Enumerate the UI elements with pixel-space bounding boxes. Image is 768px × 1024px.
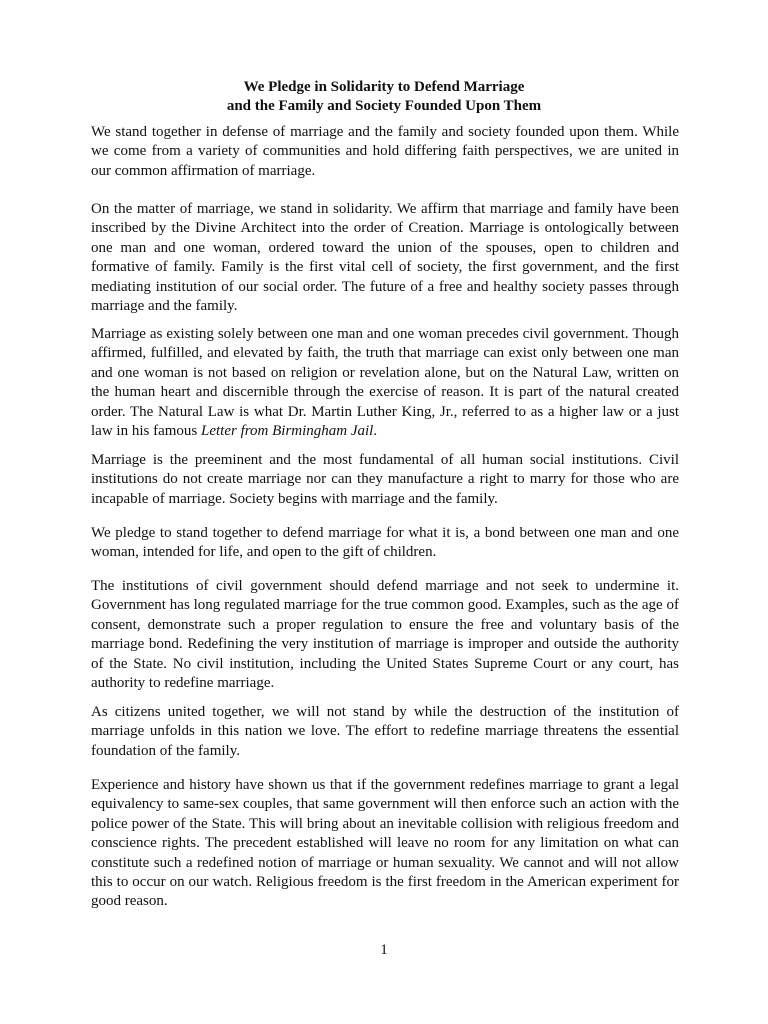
paragraph-citizens-united: As citizens united together, we will not stand by while the destruction of the institution of marriage unfolds in this nation we love. The effort to redefine marriage threatens the essential foundation of the family. — [91, 704, 679, 759]
page-number: 1 — [380, 942, 388, 958]
paragraph-natural-law-end: . — [373, 423, 378, 440]
paragraph-religious-freedom: Experience and history have shown us that if the government redefines marriage to grant a legal equivalency to same-sex couples, that same government will then enforce such an action with the police power of the State. This will bring about an inevitable collision with religious freedom and conscience rights. The precedent established will leave no room for any limitation on what can constitute such a redefined notion of marriage or human sexuality. We cannot and will not allow this to occur on our watch. Religious freedom is the first freedom in the American experiment for good reason. — [91, 777, 679, 910]
paragraph-intro: We stand together in defense of marriage and the family and society founded upon them. While we come from a variety of communities and hold differing faith perspectives, we are united in our common affirmation of marriage. — [91, 124, 679, 179]
document-title-line-2: and the Family and Society Founded Upon Them — [226, 98, 542, 114]
document-title-line-1: We Pledge in Solidarity to Defend Marriage — [243, 79, 525, 95]
paragraph-fundamental-institution: Marriage is the preeminent and the most fundamental of all human social institutions. Civil institutions do not create marriage nor can they manufacture a right to marry for those who are incapable of marriage. Society begins with marriage and the family. — [91, 452, 679, 507]
paragraph-natural-law-text: Marriage as existing solely between one man and one woman precedes civil government. Though affirmed, fulfilled, and elevated by faith, the truth that marriage can exist only between one man and one woman is not based on religion or revelation alone, but on the Natural Law, written on the human heart and discernible through the exercise of reason. It is part of the natural created order. The Natural Law is what Dr. Martin Luther King, Jr., referred to as a higher law or a just law in his famous — [91, 326, 679, 440]
paragraph-pledge: We pledge to stand together to defend marriage for what it is, a bond between one man and one woman, intended for life, and open to the gift of children. — [91, 525, 679, 561]
paragraph-civil-government: The institutions of civil government should defend marriage and not seek to undermine it. Government has long regulated marriage for the true common good. Examples, such as the age of consent, demonstrate such a proper regulation to ensure the free and voluntary basis of the marriage bond. Redefining the very institution of marriage is improper and outside the authority of the State. No civil institution, including the United States Supreme Court or any court, has authority to redefine marriage. — [91, 578, 679, 692]
letter-from-birmingham-jail-title: Letter from Birmingham Jail — [201, 423, 374, 440]
paragraph-natural-law — [91, 325, 679, 441]
paragraph-solidarity: On the matter of marriage, we stand in solidarity. We affirm that marriage and family have been inscribed by the Divine Architect into the order of Creation. Marriage is ontologically between one man and one woman, ordered toward the union of the spouses, open to children and formative of family. Family is the first vital cell of society, the first government, and the first mediating institution of our social order. The future of a free and healthy society passes through marriage and the family. — [91, 201, 679, 315]
